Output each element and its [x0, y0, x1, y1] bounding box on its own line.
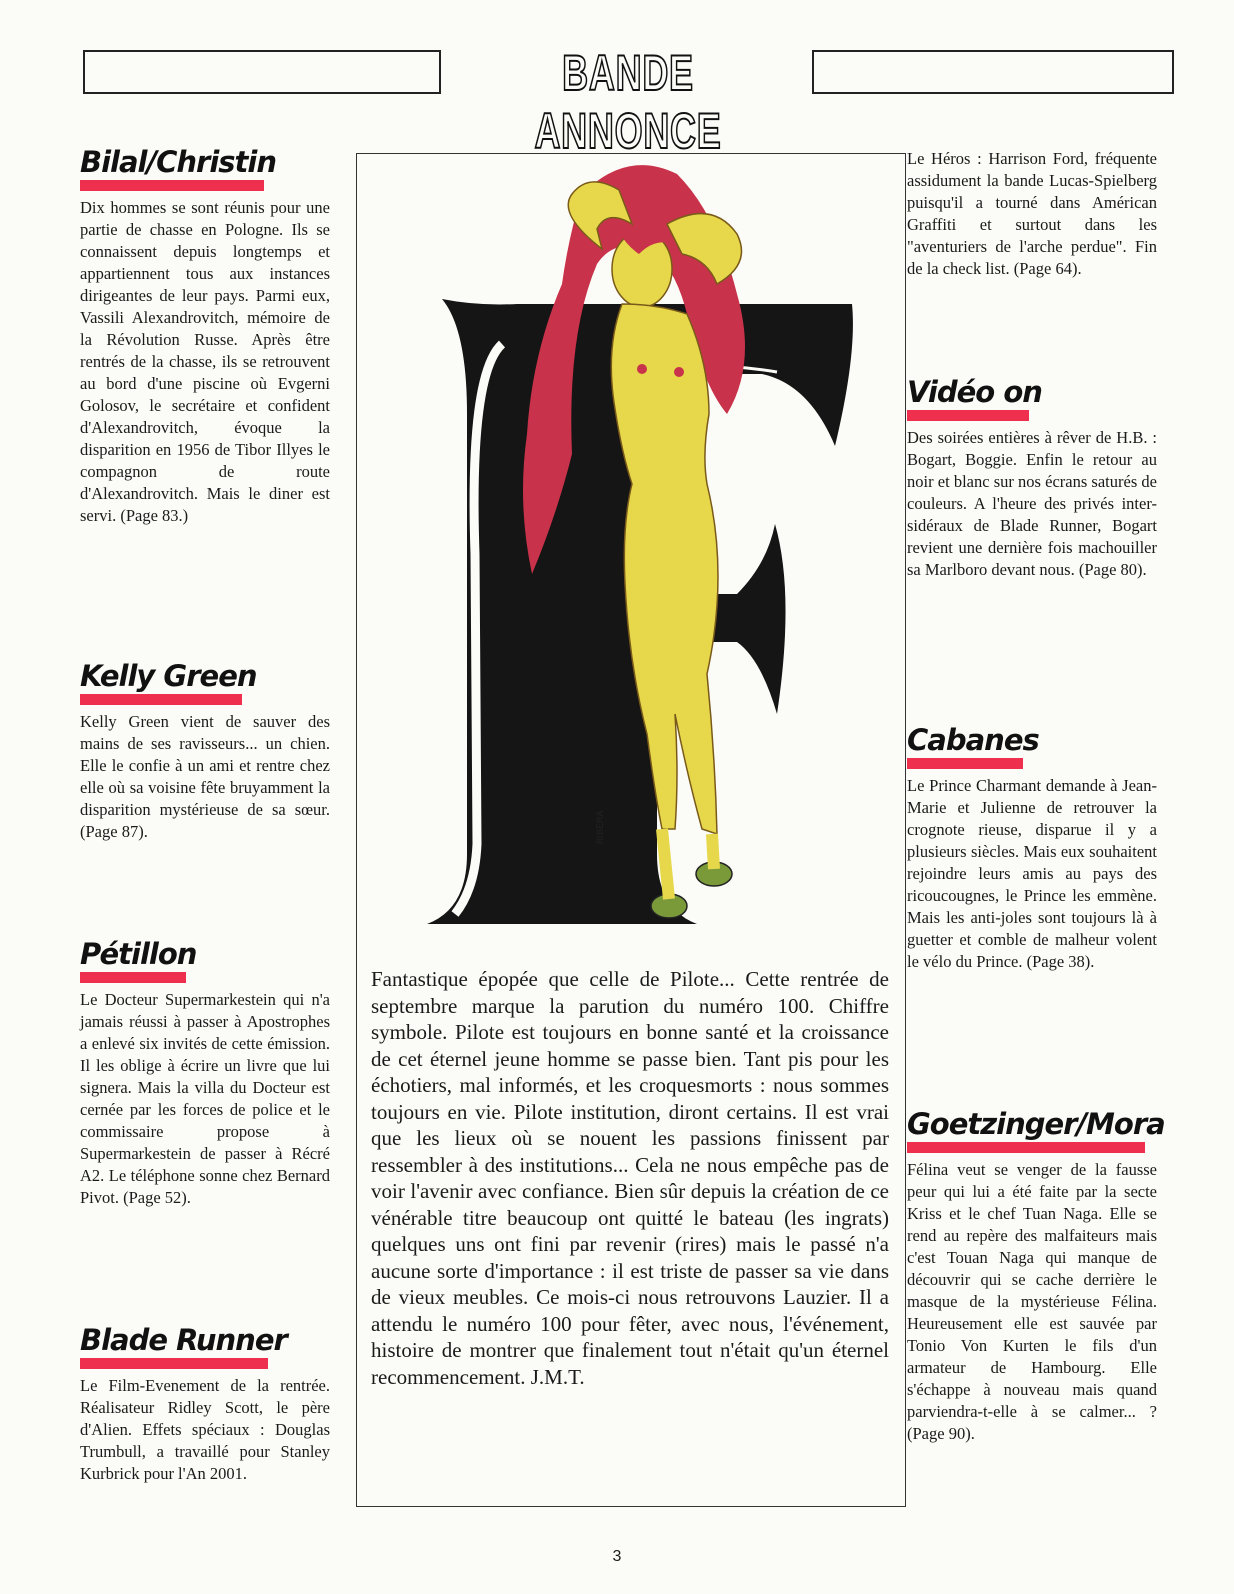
section-title: Pétillon — [80, 937, 197, 971]
letter-f-illustration — [357, 154, 905, 954]
section-text: Dix hommes se sont réunis pour une partie de chasse en Pologne. Ils se connaissent depuis longtemps et appartiennent tous aux instances dirigeantes de leur pays. Parmi eux, Vassili Alexandrovitch, mémoire de la Révolution Russe. Après être rentrés de la chasse, ils se retrouvent au bord d'une piscine où Evgerni Golosov, le secrétaire et confident d'Alexandrovitch, évoque la disparition en 1956 de Tibor Illyes le compagnon de route d'Alexandrovitch. Mais le diner est servi. (Page 83.) — [80, 198, 330, 525]
page-title: BANDE ANNONCE — [534, 45, 722, 159]
header-frame-left — [83, 50, 441, 94]
artist-signature: RIBERA — [595, 810, 605, 844]
section-le-heros — [907, 148, 1157, 280]
section-text: Kelly Green vient de sauver des mains de ses ravisseurs... un chien. Elle le confie à un ami et rentre chez elle où sa voisine fête bruyamment la disparition mystérieuse de sa sœur. (Page 87). — [80, 712, 330, 841]
section-text: Des soirées entières à rêver de H.B. : Bogart, Boggie. Enfin le retour au noir et blanc sur nos écrans saturés de couleurs. A l'heure des privés inter-sidéraux de Blade Runner, Bogart revient une dernière fois machouiller sa Marlboro devant nous. (Page 80). — [907, 428, 1157, 579]
page-number: 3 — [612, 1548, 622, 1565]
red-bar — [80, 1358, 268, 1369]
section-kelly-green — [80, 658, 330, 843]
section-title: Cabanes — [907, 723, 1039, 757]
red-bar — [907, 410, 1029, 421]
section-video-on — [907, 374, 1157, 581]
section-title: Bilal/Christin — [80, 145, 276, 179]
section-text: Félina veut se venger de la fausse peur qui lui a été faite par la secte Kriss et le chef Tuan Naga. Elle se rend au repère des malfaiteurs mais c'est Touan Naga qui manque de découvrir qui se cache derrière le masque de la mystérieuse Félina. Heureusement elle est sauvée par Tonio Von Kurten le fils d'un armateur de Hambourg. Elle s'échappe à nouveau mais quand parviendra-t-elle à se calmer... ? (Page 90). — [907, 1160, 1157, 1443]
red-bar — [907, 1142, 1145, 1153]
section-text: Le Film-Evenement de la rentrée. Réalisateur Ridley Scott, le père d'Alien. Effets spéciaux : Douglas Trumbull, a travaillé pour Stanley Kurbrick pour l'An 2001. — [80, 1376, 330, 1483]
section-title: Vidéo on — [907, 375, 1042, 409]
section-goetzinger-mora — [907, 1106, 1165, 1445]
red-bar — [80, 972, 186, 983]
section-text: Le Docteur Supermarkestein qui n'a jamais réussi à passer à Apostrophes a enlevé six invités de cette émission. Il les oblige à écrire un livre que lui signera. Mais la villa du Docteur est cernée par les forces de police et le commissaire propose à Supermarkestein de passer à Récré A2. Le téléphone sonne chez Bernard Pivot. (Page 52). — [80, 990, 330, 1207]
red-bar — [80, 180, 264, 191]
red-bar — [80, 694, 242, 705]
section-blade-runner — [80, 1322, 330, 1485]
section-text: Le Héros : Harrison Ford, fréquente assidument la bande Lucas-Spielberg puisqu'il a tourné dans Américan Graffiti et surtout dans les "aventuriers de l'arche perdue". Fin de la check list. (Page 64). — [907, 149, 1157, 278]
section-title: Kelly Green — [80, 659, 257, 693]
header-frame-right — [812, 50, 1174, 94]
section-bilal-christin — [80, 144, 330, 527]
section-title: Goetzinger/Mora — [907, 1107, 1165, 1141]
illustration-frame — [356, 153, 906, 1507]
red-bar — [907, 758, 1023, 769]
section-text: Le Prince Charmant demande à Jean-Marie et Julienne de retrouver la crognote rieuse, disparue il y a plusieurs siècles. Mais eux souhaitent rejoindre leurs amis au pays des ricoucougnes, le Prince les emmène. Mais les anti-joles sont toujours là à guetter et comble de malheur volent le vélo du Prince. (Page 38). — [907, 776, 1157, 971]
section-cabanes — [907, 722, 1157, 973]
editorial-text: Fantastique épopée que celle de Pilote... Cette rentrée de septembre marque la parution du numéro 100. Chiffre symbole. Pilote est toujours en bonne santé et la croissance de cet éternel jeune homme se passe bien. Tant pis pour les échotiers, mal informés, et les croquesmorts : nous sommes toujours en vie. Pilote institution, diront certains. Il est vrai que les lieux où se nouent les passions finissent par ressembler à des institutions... Cela ne nous empêche pas de voir l'avenir avec confiance. Bien sûr depuis la création de ce vénérable titre beaucoup ont quitté le bateau (les ingrats) quelques uns ont fini par revenir (rires) mais le passé n'a aucune sorte d'importance : il est triste de passer sa vie dans de vieux meubles. Ce mois-ci nous retrouvons Lauzier. Il a attendu le numéro 100 pour fêter, avec nous, l'événement, histoire de montrer que finalement tout n'était qu'un éternel recommencement. J.M.T. — [371, 967, 889, 1389]
section-petillon — [80, 936, 330, 1209]
section-title: Blade Runner — [80, 1323, 287, 1357]
